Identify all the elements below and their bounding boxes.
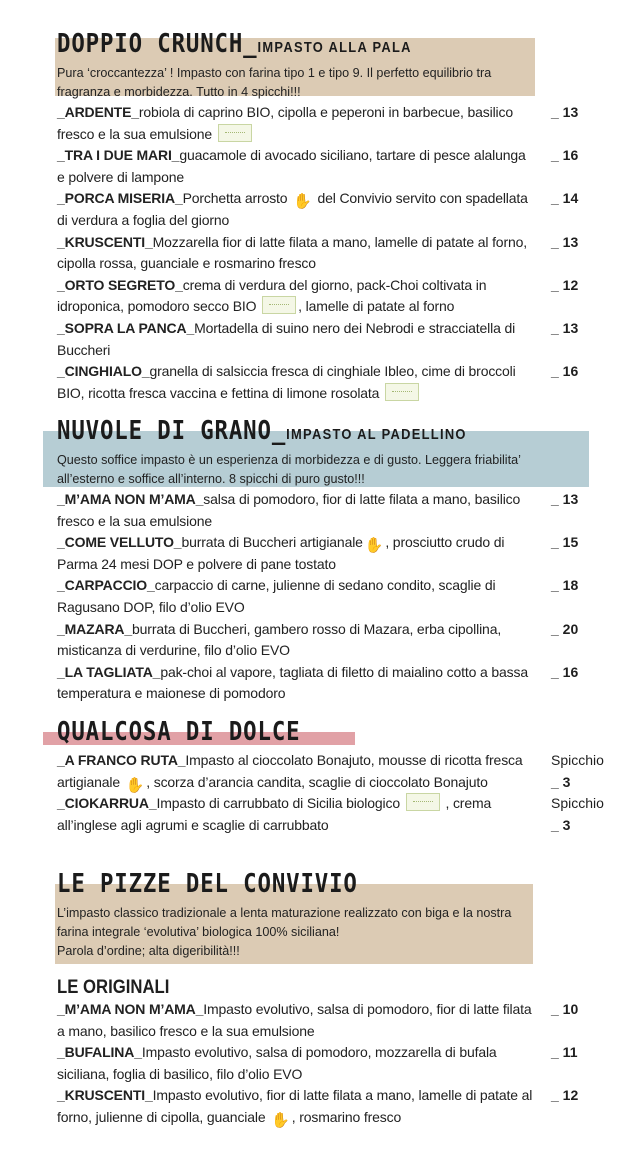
item-price: _ 13 [551,491,579,507]
section-title: NUVOLE DI GRANO_IMPASTO AL PADELLINO [57,416,467,446]
section-nuvole-di-grano [57,417,587,705]
price-value: _ 3 [551,816,571,833]
item-description: granella di salsiccia fresca di cinghiale Ibleo, cime di broccoli BIO, ricotta fresca vaccina e fettina di limone rosolata [57,363,516,401]
item-price: _ 16 [551,147,579,164]
item-name: _PORCA MISERIA_ [57,190,183,207]
item-price: _ 10 [551,1001,579,1017]
item-description: Impasto di carrubbato di Sicilia biologico [156,795,400,812]
item-name: _CINGHIALO_ [57,363,150,380]
item-price: _ 14 [551,190,579,207]
item-description: guacamole di avocado siciliano, tartare di pesce alalunga e polvere di lampone [57,147,526,185]
item-price [551,793,604,836]
item-name: _M’AMA NON M’AMA_ [57,1001,204,1017]
hand-icon: ✋ [293,193,312,211]
item-name: _MAZARA_ [57,620,133,637]
menu-item [57,619,587,662]
item-description: salsa di pomodoro, fior di latte filata a mano, basilico fresco e la sua emulsione [57,491,521,529]
menu-item [57,318,587,361]
bio-icon [406,793,440,811]
item-description: , lamelle di patate al forno [298,298,455,315]
item-description: burrata di Buccheri, gambero rosso di Mazara, erba cipollina, misticanza di verdurine, filo d’olio EVO [57,620,502,659]
item-price: _ 11 [551,1044,578,1061]
item-description: Impasto al cioccolato Bonajuto, mousse di ricotta fresca artigianale [57,752,523,790]
section-description-note: Parola d’ordine; alta digeribilità!!! [57,944,240,958]
menu-item [57,575,587,618]
section-qualcosa-di-dolce [57,717,604,836]
item-name: _TRA I DUE MARI_ [57,147,180,164]
menu-item [57,999,587,1042]
item-description: , crema all’inglese agli agrumi e scaglie di carrubbato [57,795,492,833]
item-description: carpaccio di carne, julienne di sedano condito, scaglie di Ragusano DOP, filo d’olio EVO [57,577,496,615]
item-description: , prosciutto crudo di Parma 24 mesi DOP e polvere di pane tostato [57,534,505,572]
item-description: , rosmarino fresco [291,1108,402,1125]
section-le-pizze-del-convivio [57,870,587,1129]
item-description: Impasto evolutivo, salsa di pomodoro, fior di latte filata a mano, basilico fresco e la sua emulsione [57,1001,532,1039]
section-title: DOPPIO CRUNCH_IMPASTO ALLA PALA [57,29,412,59]
menu-item [57,1042,587,1085]
item-list [57,999,587,1129]
subsection-title: LE ORIGINALI [57,977,170,998]
menu-item [57,1085,587,1128]
menu-item [57,793,604,836]
section-description: L’impasto classico tradizionale a lenta maturazione realizzato con biga e la nostra farina integrale ‘evolutiva’ biologica 100% siciliana! [57,906,512,939]
item-price: _ 13 [551,319,579,336]
item-description: Mortadella di suino nero dei Nebrodi e stracciatella di Buccheri [57,319,516,358]
item-price: _ 16 [551,663,579,680]
bio-icon [218,124,252,142]
bio-icon [262,296,296,314]
item-list [57,750,604,836]
menu-item [57,145,587,188]
item-description: crema di verdura del giorno, pack-Choi coltivata in idroponica, pomodoro secco BIO [57,276,487,315]
menu-item [57,532,587,575]
section-description: Pura ‘croccantezza’ ! Impasto con farina tipo 1 e tipo 9. Il perfetto equilibrio tra fragranza e morbidezza. Tutto in 4 spicchi!!! [57,66,492,99]
item-price: _ 12 [551,1087,579,1104]
item-price: _ 12 [551,276,579,293]
menu-item [57,750,604,794]
item-name: _KRUSCENTI_ [57,1087,153,1104]
item-list [57,102,587,404]
item-price: _ 16 [551,363,579,380]
item-name: _KRUSCENTI_ [57,233,153,250]
bio-icon [385,383,419,401]
item-name: _CARPACCIO_ [57,577,155,594]
item-price: _ 18 [551,577,579,594]
menu-item [57,275,587,318]
item-description: Mozzarella fior di latte filata a mano, lamelle di patate al forno, cipolla rossa, guanciale e rosmarino fresco [57,233,527,272]
item-description: robiola di caprino BIO, cipolla e peperoni in barbecue, basilico fresco e la sua emulsione [57,104,513,142]
item-list [57,489,587,705]
item-name: _ARDENTE_ [57,104,139,120]
menu-item [57,361,587,404]
item-name: _M’AMA NON M’AMA_ [57,491,204,507]
item-price [551,750,604,793]
item-name: _CIOKARRUA_ [57,795,157,812]
menu-item [57,662,587,705]
menu-item [57,232,587,275]
hand-icon: ✋ [271,1111,290,1129]
section-doppio-crunch [57,30,587,404]
section-title: LE PIZZE DEL CONVIVIO [57,869,358,899]
item-name: _LA TAGLIATA_ [57,663,161,680]
item-name: _SOPRA LA PANCA_ [57,319,195,336]
item-price: _ 15 [551,534,579,551]
item-price: _ 20 [551,620,579,637]
section-title: QUALCOSA DI DOLCE [57,717,301,747]
item-description: pak-choi al vapore, tagliata di filetto di maialino cotto a bassa temperatura e maionese di pomodoro [57,663,529,702]
hand-icon: ✋ [125,776,145,794]
menu-item [57,102,587,145]
item-description: burrata di Buccheri artigianale [181,534,363,551]
menu-item [57,188,587,231]
item-name: _ORTO SEGRETO_ [57,276,183,293]
item-name: _COME VELLUTO_ [57,534,182,551]
item-description: del Convivio servito con spadellata di verdura a foglia del giorno [57,190,528,228]
item-description: Impasto evolutivo, fior di latte filata a mano, lamelle di patate al forno, julienne di cipolla, guanciale [57,1087,533,1125]
hand-icon: ✋ [364,537,384,555]
item-description: Impasto evolutivo, salsa di pomodoro, mozzarella di bufala siciliana, foglia di basilico, filo d’olio EVO [57,1044,497,1082]
price-label: Spicchio [551,752,604,768]
section-description: Questo soffice impasto è un esperienza di morbidezza e di gusto. Leggera friabilita’ all’esterno e soffice all’interno. 8 spicchi di puro gusto!!! [57,453,521,486]
item-description: Porchetta arrosto [182,190,288,207]
item-description: , scorza d’arancia candita, scaglie di cioccolato Bonajuto [146,773,488,790]
item-price: _ 13 [551,233,579,250]
item-name: _BUFALINA_ [57,1044,142,1061]
price-label: Spicchio [551,795,604,812]
menu-item [57,489,587,532]
item-price: _ 13 [551,104,579,120]
item-name: _A FRANCO RUTA_ [57,752,186,768]
price-value: _ 3 [551,773,571,790]
